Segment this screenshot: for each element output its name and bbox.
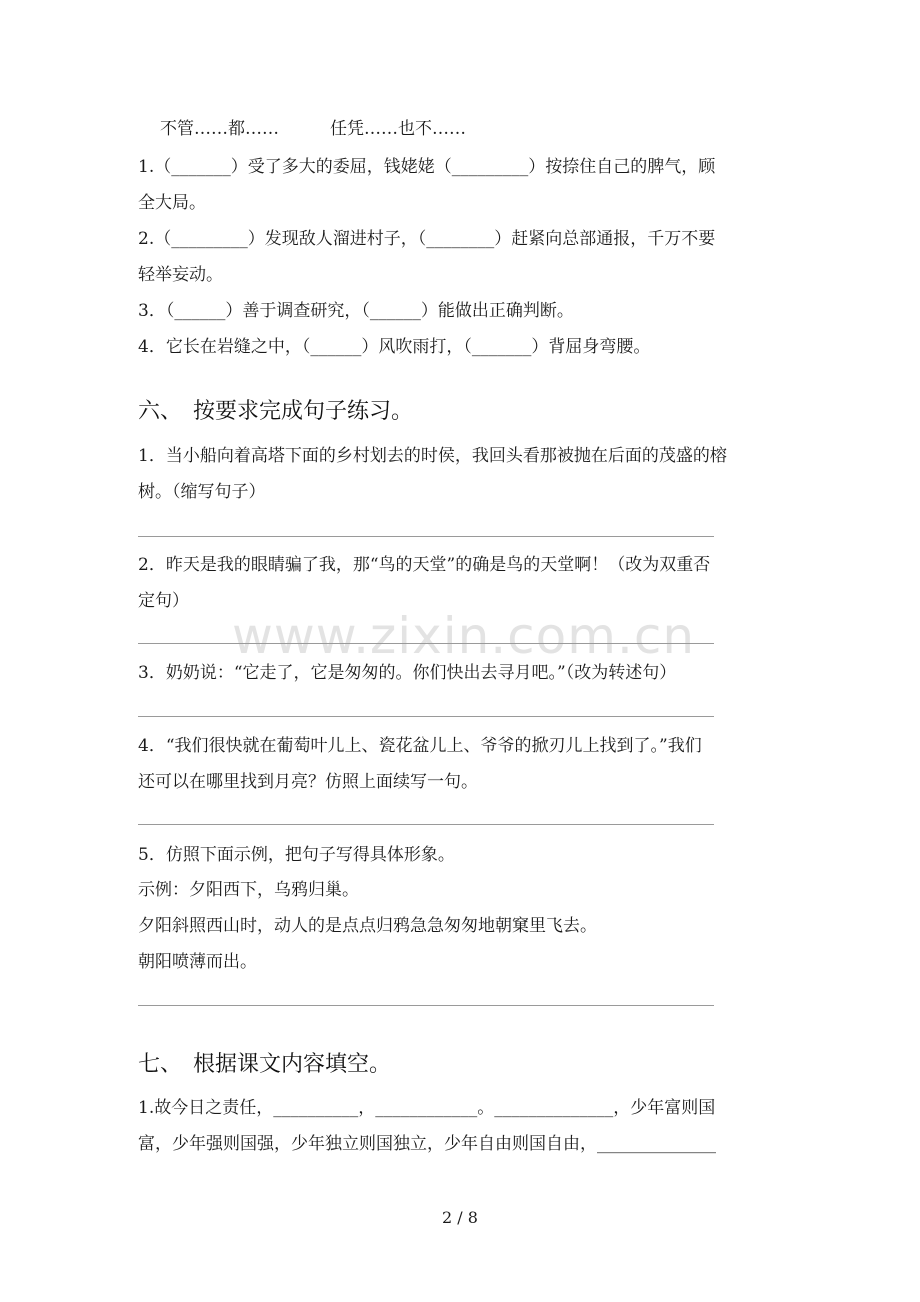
sec6-q2-line1: 2．昨天是我的眼睛骗了我，那“鸟的天堂”的确是鸟的天堂啊！（改为双重否: [138, 555, 711, 575]
section-six-title: 六、 按要求完成句子练习。: [138, 399, 414, 424]
sec6-q5-answer-line[interactable]: [138, 1005, 714, 1006]
sec6-q1-line2: 树。（缩写句子）: [138, 482, 266, 502]
word-pairs: 不管……都…… 任凭……也不……: [160, 119, 466, 139]
sec6-q3-answer-line[interactable]: [138, 716, 714, 717]
sec6-q4-line2: 还可以在哪里找到月亮？仿照上面续写一句。: [138, 772, 478, 792]
sec5-q1-line1: 1.（_______）受了多大的委屈，钱姥姥（_________）按捺住自己的脾气，顾: [138, 157, 716, 177]
sec6-q3-line1: 3．奶奶说：“它走了，它是匆匆的。你们快出去寻月吧。”（改为转述句）: [138, 663, 677, 683]
sec6-q4-line1: 4．“我们很快就在葡萄叶儿上、瓷花盆儿上、爷爷的掀刃儿上找到了。”我们: [138, 736, 702, 756]
sec7-q1-line2: 富，少年强则国强，少年独立则国独立，少年自由则国自由，______________: [138, 1134, 716, 1154]
sec6-q5-line1: 5．仿照下面示例，把句子写得具体形象。: [138, 845, 455, 865]
watermark: www.zixin.com.cn: [232, 607, 696, 665]
page-number: 2 / 8: [442, 1208, 478, 1227]
sec6-q1-answer-line[interactable]: [138, 536, 714, 537]
sec5-q1-line2: 全大局。: [138, 193, 206, 213]
sec6-q4-answer-line[interactable]: [138, 824, 714, 825]
sec6-q5-example: 示例：夕阳西下，乌鸦归巢。: [138, 880, 359, 900]
sec6-q2-answer-line[interactable]: [138, 643, 714, 644]
sec6-q1-line1: 1．当小船向着高塔下面的乡村划去的时侯，我回头看那被抛在后面的茂盛的榕: [138, 446, 727, 466]
sec5-q3-line1: 3．（______）善于调查研究，（______）能做出正确判断。: [138, 301, 574, 321]
sec6-q5-prompt: 朝阳喷薄而出。: [138, 952, 257, 972]
sec6-q5-example-expanded: 夕阳斜照西山时，动人的是点点归鸦急急匆匆地朝窠里飞去。: [138, 916, 597, 936]
sec5-q4-line1: 4．它长在岩缝之中，（______）风吹雨打，（_______）背屈身弯腰。: [138, 337, 651, 357]
sec7-q1-line1: 1.故今日之责任，__________，____________。______________，少年富则国: [138, 1098, 716, 1118]
sec6-q2-line2: 定句）: [138, 591, 189, 611]
section-seven-title: 七、 根据课文内容填空。: [138, 1052, 392, 1077]
sec5-q2-line2: 轻举妄动。: [138, 265, 223, 285]
sec5-q2-line1: 2.（_________）发现敌人溜进村子，（________）赶紧向总部通报，千万不要: [138, 229, 716, 249]
